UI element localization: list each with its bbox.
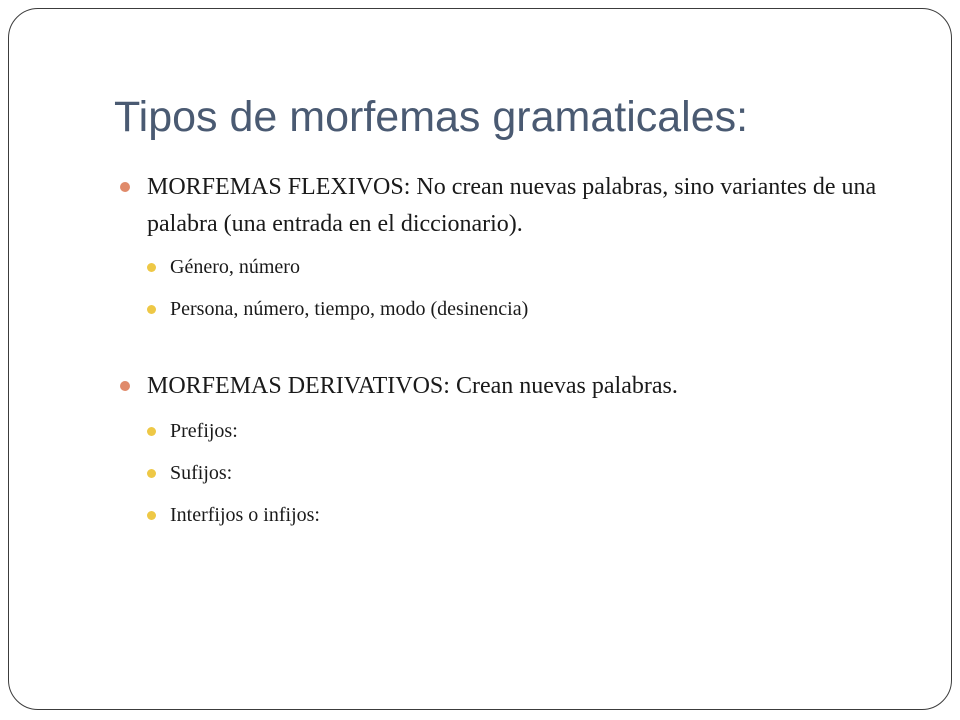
sub-bullet-interfijos	[117, 501, 877, 529]
sub-bullet-dot-icon	[147, 511, 156, 520]
bullet-text: MORFEMAS FLEXIVOS: No crean nuevas palabras, sino variantes de una palabra (una entrada en el diccionario).	[147, 174, 877, 237]
sub-bullet-persona-numero	[117, 295, 877, 323]
bullet-dot-icon	[120, 381, 130, 391]
sub-bullet-text: Prefijos:	[170, 420, 238, 442]
slide-title: Tipos de morfemas gramaticales:	[114, 93, 749, 141]
bullet-text: MORFEMAS DERIVATIVOS: Crean nuevas palabras.	[147, 373, 678, 399]
sub-bullet-dot-icon	[147, 305, 156, 314]
sub-bullet-genero-numero	[117, 253, 877, 281]
bullet-morfemas-derivativos	[117, 368, 877, 405]
sub-bullet-text: Interfijos o infijos:	[170, 504, 320, 526]
sub-bullet-prefijos	[117, 417, 877, 445]
bullet-dot-icon	[120, 182, 130, 192]
sub-bullet-dot-icon	[147, 469, 156, 478]
slide	[8, 8, 952, 710]
sub-bullet-text: Persona, número, tiempo, modo (desinencia)	[170, 298, 529, 320]
sub-bullet-dot-icon	[147, 427, 156, 436]
sub-bullet-text: Género, número	[170, 256, 300, 278]
sub-bullet-dot-icon	[147, 263, 156, 272]
sub-bullet-sufijos	[117, 459, 877, 487]
sub-bullet-text: Sufijos:	[170, 462, 233, 484]
bullet-morfemas-flexivos	[117, 169, 877, 243]
slide-content	[117, 169, 877, 529]
